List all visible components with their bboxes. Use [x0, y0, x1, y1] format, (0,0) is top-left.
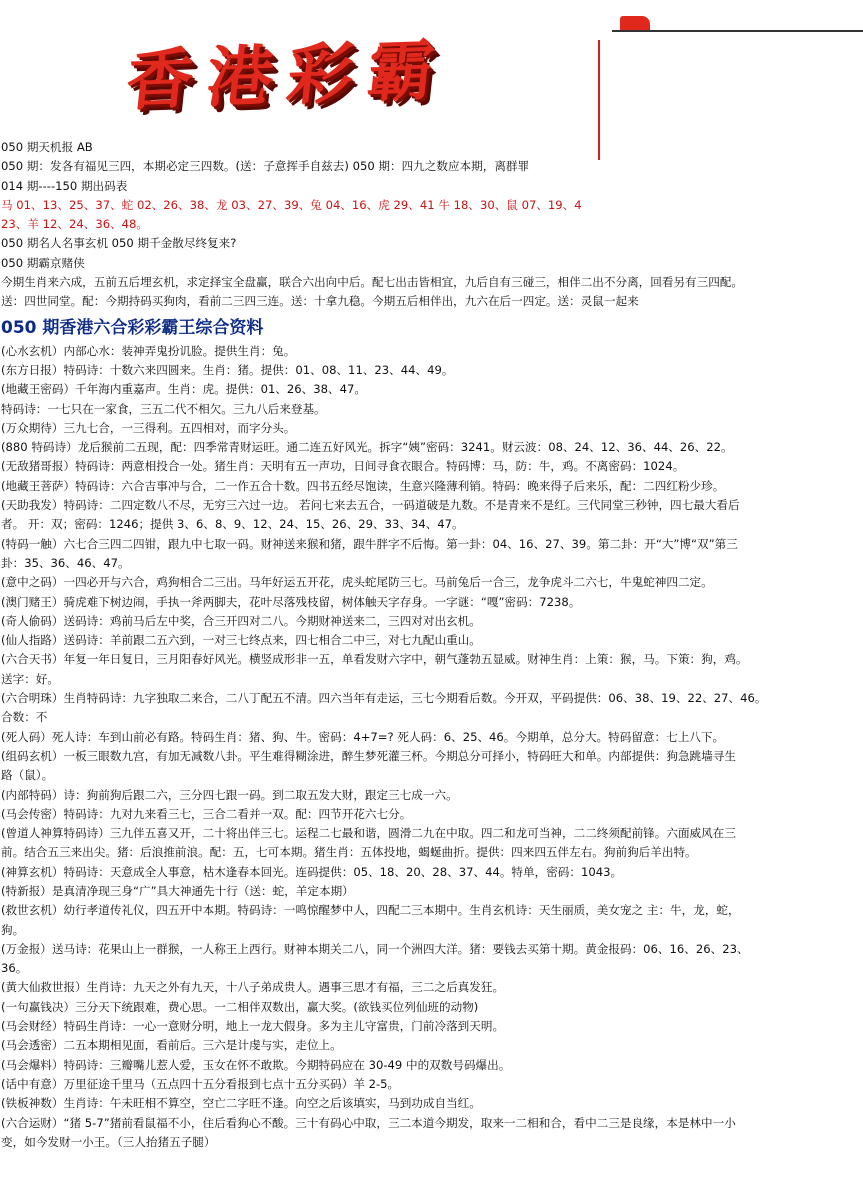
text-line: (万众期待）三九七合，一三得利。五四相对，而字分头。: [1, 420, 296, 435]
banner-top-rule: [612, 30, 863, 32]
text-line: 23、羊 12、24、36、48。: [1, 217, 149, 232]
text-line: (东方日报）特码诗：十数六来四圆来。生肖：猪。提供：01、08、11、23、44、49。: [1, 362, 454, 377]
text-line: (马会爆料）特码诗：三瓣嘴儿惹人爱，玉女在怀不敢欺。今期特码应在 30-49 中的双数号码爆出。: [1, 1057, 511, 1072]
text-line: (救世玄机）幼行孝道传礼仪，四五开中本期。特码诗：一鸣惊醒梦中人，四配二三本期中。生肖玄机诗：天生丽质，美女宠之 主：牛，龙，蛇，: [1, 903, 740, 918]
text-line: (一句赢钱决）三分天下统跟难，费心思。一二相伴双数出，赢大奖。(欲钱买位列仙班的动物): [1, 999, 479, 1014]
text-line: (奇人偷码）送码诗：鸡前马后左中奖，合三开四对二八。今期财神送来二，三四对对出玄机。: [1, 613, 481, 628]
text-line: (880 特码诗）龙后猴前二五现，配：四季常青财运旺。通二连五好风光。拆字“姨”密码：3241。财云波：08、24、12、36、44、26、22。: [1, 440, 733, 455]
text-line: (话中有意）万里征途千里马（五点四十五分看报到七点十五分买码）羊 2-5。: [1, 1076, 400, 1091]
text-line: 变，如今发财一小王。（三人抬猪五子腿）: [1, 1134, 216, 1149]
text-line: (地藏王密码）千年海内重嘉声。生肖：虎。提供：01、26、38、47。: [1, 382, 366, 397]
banner-title: 香港彩霸: [122, 30, 453, 120]
text-line: 马 01、13、25、37、蛇 02、26、38、龙 03、27、39、兔 04、16、虎 29、41 牛 18、30、鼠 07、19、4: [1, 197, 582, 212]
text-line: (马会透密）二五本期相见面，看前后。三六是计虔与实，走位上。: [1, 1038, 342, 1053]
text-line: (心水玄机）内部心水：装神弄鬼扮讥脸。提供生肖：兔。: [1, 343, 296, 358]
text-line: 014 期----150 期出码表: [1, 178, 128, 193]
text-line: 050 期名人名事玄机 050 期千金散尽终复来?: [1, 236, 237, 251]
text-line: 050 期霸京赌侠: [1, 255, 85, 270]
banner: [0, 0, 863, 135]
text-line: 卦：35、36、46、47。: [1, 555, 130, 570]
text-line: 前。结合五三来出尖。猪：后浪推前浪。配：五，七可本期。猪生肖：五体投地，蝎蜒曲折。提供：四来四五伴左右。狗前狗后羊出特。: [1, 845, 697, 860]
text-line: (地藏王菩萨）特码诗：六合吉事冲与合，二一作五合十数。四书五经尽饱读，生意兴隆薄利销。特码：晚来得子后来乐，配：二四红粉少珍。: [1, 478, 725, 493]
text-line: 050 期：发各有福见三四，本期必定三四数。(送：子意挥手自兹去) 050 期：四九之数应本期，离群罪: [1, 159, 530, 174]
document-body: [0, 138, 863, 1152]
text-line: 送字：好。: [1, 671, 59, 686]
text-line: (六合天书）年复一年日复日，三月阳春好风光。横竖成形非一五，单看发财六字中，朝气蓬勃五显威。财神生肖：上策：猴，马。下策：狗，鸡。: [1, 652, 748, 667]
text-line: 050 期天机报 AB: [1, 140, 93, 154]
text-line: (澳门赌王）骑虎难下树边闹，手执一斧两脚夫，花叶尽落残枝留，树体触天字存身。一字谜：“嘎”密码：7238。: [1, 594, 581, 609]
text-line: (铁板神数）生肖诗：午未旺相不算空，空亡二字旺不逢。向空之后该填实，马到功成自当红。: [1, 1096, 481, 1111]
text-line: (无敌猪哥报）特码诗：两意相投合一处。猪生肖：天明有五一声功，日间寻食衣眼合。特码博：马，防：牛，鸡。不离密码：1024。: [1, 459, 685, 474]
text-line: 特码诗：一七只在一家食，三五二代不相欠。三九八后来登基。: [1, 401, 326, 416]
text-line: (死人码）死人诗：车到山前必有路。特码生肖：猪、狗、牛。密码：4+7=? 死人码：6、25、46。今期单，总分大。特码留意：七上八下。: [1, 729, 725, 744]
text-line: 今期生肖来六成，五前五后埋玄机，求定择宝全盘赢，联合六出向中后。配七出击皆相宜，九后自有三碰三，相伴二出不分离，回看另有三四配。: [1, 275, 744, 290]
text-line: (万金报）送马诗：花果山上一群猴，一人称王上西行。财神本期关二八，同一个洲四大洋。猪：要钱去买第十期。黄金报码：06、16、26、23、: [1, 941, 749, 956]
text-line: (仙人指路）送码诗：羊前跟二五六到，一对三七终点来，四七相合二中三，对七九配山重山。: [1, 633, 481, 648]
text-line: (黄大仙救世报）生肖诗：九天之外有九天，十八子弟成贵人。遇事三思才有福，三二之后真发狂。: [1, 980, 505, 995]
text-line: (组码玄机）一板三眼数九宫，有加无减数八卦。平生难得糊涂进，醉生梦死灌三杯。今期总分可择小，特码旺大和单。内部提供：狗急跳墙寻生: [1, 748, 736, 763]
text-line: (神算玄机）特码诗：天意成全人事意，枯木逢春本回光。连码提供：05、18、20、28、37、44。特单，密码：1043。: [1, 864, 623, 879]
text-line: 合数：不: [1, 710, 48, 725]
section-heading: 050 期香港六合彩彩霸王综合资料: [1, 317, 264, 338]
text-line: (马会传密）特码诗：九对九来看三七，三合二看并一双。配：四节开花六七分。: [1, 806, 412, 821]
text-line: (六合明珠）生肖特码诗：九字独取二来合，二八丁配五不清。四六当年有走运，三七今期看后数。今开双，平码提供：06、38、19、22、27、46。: [1, 691, 767, 706]
text-line: (特码一触）六七合三四二四钳，跟九中七取一码。财神送来猴和猪，跟牛胖字不后悔。第一卦：04、16、27、39。第二卦：开“大”博“双”第三: [1, 536, 738, 551]
text-line: 狗。: [1, 922, 25, 937]
text-line: (意中之码）一四必开与六合，鸡狗相合二三出。马年好运五开花，虎头蛇尾防三七。马前兔后一合三，龙争虎斗二六七，牛鬼蛇神四二定。: [1, 575, 713, 590]
banner-corner-decoration: [620, 16, 650, 30]
text-line: 路（鼠）。: [1, 768, 54, 783]
text-line: (天助我发）特码诗：二四定数八不尽，无穷三六过一边。 若问七来去五合，一码道破是九数。不是青来不是红。三代同堂三秒钟，四七最大看后: [1, 498, 740, 513]
text-line: 送：四世同堂。配：今期持码买狗肉，看前二三四三连。送：十拿九稳。今期五后相伴出，九六在后一四定。送：灵鼠一起来: [1, 294, 639, 309]
text-line: 者。 开：双；密码：1246；提供 3、6、8、9、12、24、15、26、29、33、34、47。: [1, 517, 464, 532]
text-line: (六合运财）“猪 5-7”猪前看鼠福不小，住后看狗心不酸。三十有码心中取，三二本道今期发，取来一二相和合，看中二三是良缘，本是林中一小: [1, 1115, 736, 1130]
text-line: (特新报）是真清净现三身“广”具大神通先十行（送：蛇，羊定本期）: [1, 883, 354, 898]
text-line: 36。: [1, 961, 28, 976]
text-line: (内部特码）诗：狗前狗后跟二六，三分四七跟一码。到二取五发大财，跟定三七成一六。: [1, 787, 458, 802]
text-line: (曾道人神算特码诗）三九伴五喜又开，二十将出伴三七。运程二七最和谐，圆滑二九在中取。四二和龙可当神，二二终须配前锋。六面威风在三: [1, 826, 736, 841]
text-line: (马会财经）特码生肖诗：一心一意财分明，地上一龙大假身。多为主儿守富贵，门前冷落到天明。: [1, 1019, 505, 1034]
